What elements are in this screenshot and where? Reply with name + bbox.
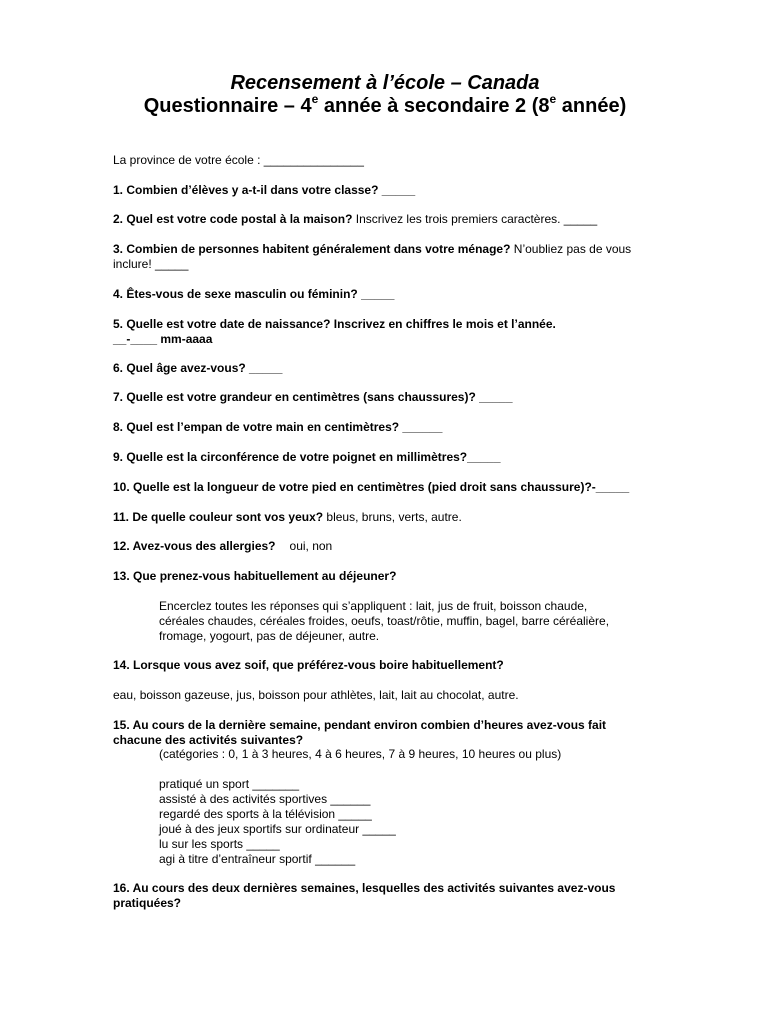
question-5-format: __-____ mm-aaaa (113, 332, 213, 346)
question-13-options-line: fromage, yogourt, pas de déjeuner, autre. (159, 629, 380, 643)
province-field: La province de votre école : _______________ (113, 153, 364, 167)
question-3-continued: inclure! _____ (113, 257, 189, 271)
question-12: 12. Avez-vous des allergies? oui, non (113, 539, 333, 553)
question-14: 14. Lorsque vous avez soif, que préférez-vous boire habituellement? (113, 658, 504, 672)
question-5: 5. Quelle est votre date de naissance? Inscrivez en chiffres le mois et l’année. (113, 317, 556, 331)
activity-item: regardé des sports à la télévision _____ (159, 807, 372, 821)
question-15-categories: (catégories : 0, 1 à 3 heures, 4 à 6 heures, 7 à 9 heures, 10 heures ou plus) (159, 747, 562, 761)
question-15: 15. Au cours de la dernière semaine, pendant environ combien d’heures avez-vous fait (113, 718, 607, 732)
question-16: 16. Au cours des deux dernières semaines, lesquelles des activités suivantes avez-vous (113, 881, 616, 895)
question-13-options-line: Encerclez toutes les réponses qui s’appliquent : lait, jus de fruit, boisson chaude, (159, 599, 588, 613)
activity-item: joué à des jeux sportifs sur ordinateur _____ (159, 822, 396, 836)
question-13-options-line: céréales chaudes, céréales froides, oeufs, toast/rôtie, muffin, bagel, barre céréalière, (159, 614, 610, 628)
activity-item: lu sur les sports _____ (159, 837, 280, 851)
activity-item: agi à titre d’entraîneur sportif ______ (159, 852, 356, 866)
activity-item: pratiqué un sport _______ (159, 777, 300, 791)
question-15-continued: chacune des activités suivantes? (113, 733, 304, 747)
question-14-options: eau, boisson gazeuse, jus, boisson pour athlètes, lait, lait au chocolat, autre. (113, 688, 519, 702)
document-title: Recensement à l’école – Canada (230, 72, 540, 94)
question-13: 13. Que prenez-vous habituellement au déjeuner? (113, 569, 397, 583)
question-1: 1. Combien d’élèves y a-t-il dans votre classe? _____ (113, 183, 416, 197)
document-subtitle: Questionnaire – 4e année à secondaire 2 (8e année) (143, 92, 627, 117)
question-3: 3. Combien de personnes habitent généralement dans votre ménage? N’oubliez pas de vous (113, 242, 632, 256)
question-10: 10. Quelle est la longueur de votre pied en centimètres (pied droit sans chaussure)?-_____ (113, 480, 630, 494)
question-8: 8. Quel est l’empan de votre main en centimètres? ______ (113, 420, 443, 434)
question-16-continued: pratiquées? (113, 896, 182, 910)
question-9: 9. Quelle est la circonférence de votre poignet en millimètres?_____ (113, 450, 501, 464)
activity-item: assisté à des activités sportives ______ (159, 792, 371, 806)
question-4: 4. Êtes-vous de sexe masculin ou féminin? _____ (113, 287, 395, 301)
question-7: 7. Quelle est votre grandeur en centimètres (sans chaussures)? _____ (113, 390, 513, 404)
question-11: 11. De quelle couleur sont vos yeux? bleus, bruns, verts, autre. (113, 510, 462, 524)
question-2: 2. Quel est votre code postal à la maison? Inscrivez les trois premiers caractères. _____ (113, 212, 598, 226)
question-6: 6. Quel âge avez-vous? _____ (113, 361, 283, 375)
